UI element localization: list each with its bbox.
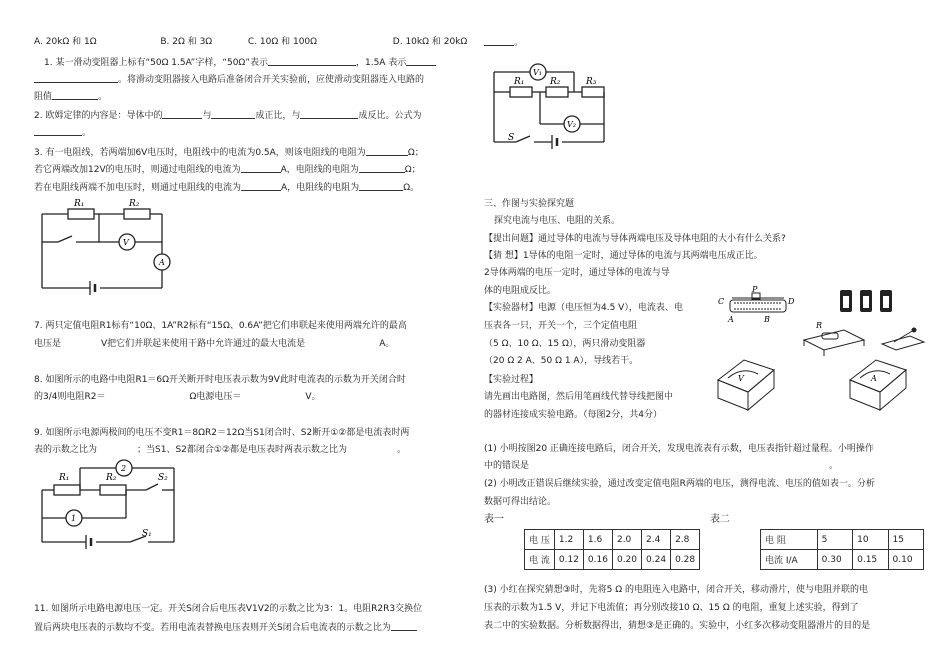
r3-label: R₃ xyxy=(586,77,597,87)
v1-label: V₁ xyxy=(533,68,542,77)
procedure-2: 的器材连接成实验电路。（每图2分，共4分） xyxy=(484,410,662,420)
question-line: 【提出问题】通过导体的电流与导体两端电压及导体电阻的大小有什么关系? xyxy=(484,234,786,244)
circuit-diagram-3 xyxy=(488,56,608,152)
s-label: S xyxy=(508,133,515,143)
materials-2: 压表各一只，开关一个，三个定值电阻 xyxy=(484,321,638,331)
task-intro: 探究电流与电压、电阻的关系。 xyxy=(494,216,621,226)
r1-label: R₁ xyxy=(74,199,85,209)
circuit-diagram-2 xyxy=(34,456,184,552)
q3-line2: 若它两端改加12V的电压时，则通过电阻线的电流为 A，电阻线的电阻为 Ω； xyxy=(34,165,421,175)
table1-label: 表一 xyxy=(484,514,504,525)
table-row: 电流 I/A 0.30 0.15 0.10 xyxy=(761,550,924,570)
q1-line1: 1. 某一滑动变阻器上标有“50Ω 1.5A”字样，“50Ω”表示 ，1.5A 表示 xyxy=(44,56,436,69)
v2-label: V₂ xyxy=(567,120,576,129)
circuit-diagram-1 xyxy=(34,196,184,300)
section-title: 三、作图与实验探究题 xyxy=(484,199,575,209)
data-table-2 xyxy=(760,529,924,570)
procedure-1: 请先画出电路图，然后用笔画线代替导线把图中 xyxy=(484,392,674,402)
apparatus-figure xyxy=(714,284,929,424)
terminal-p: P xyxy=(752,285,758,294)
q1-line3: 阻值 。 xyxy=(34,92,108,102)
q7-line2: 电压是 V把它们并联起来使用干路中允许通过的最大电流是 A。 xyxy=(34,339,395,349)
hypothesis-2b: 体的电阻成反比。 xyxy=(484,286,557,296)
q8-line1: 8. 如图所示的电路中电阻R1＝6Ω开关断开时电压表示数为9V此时电流表的示数为开关闭合时 xyxy=(34,375,406,385)
hypothesis-2: 2导体两端的电压一定时，通过导体的电流与导 xyxy=(484,268,670,278)
option-d: D. 10kΩ 和 20kΩ xyxy=(392,37,468,47)
procedure-title: 【实验过程】 xyxy=(484,375,539,385)
r2-label: R₂ xyxy=(550,77,561,87)
part1-line2: 中的错误是 。 xyxy=(484,461,839,471)
q8-line2: 的3/4则电阻R2＝ Ω电源电压＝ V。 xyxy=(34,392,321,402)
part3-line3: 表二中的实验数据。分析数据得出，猜想③是正确的。实验中，小红多次移动变阻器滑片的目的是 xyxy=(484,621,871,631)
terminal-c: C xyxy=(718,297,725,306)
r2-label: R₂ xyxy=(106,473,117,483)
q-options xyxy=(34,36,467,48)
ammeter-face-label: A xyxy=(871,374,877,383)
meter-2-label: 2 xyxy=(121,464,127,473)
terminal-b: B xyxy=(764,315,770,324)
r1-label: R₁ xyxy=(514,77,525,87)
option-a: A. 20kΩ 和 1Ω xyxy=(34,37,97,47)
q9-line1: 9. 如图所示电源两极间的电压不变R1＝8ΩR2＝12Ω当S1闭合时、S2断开①②都是电流表时两 xyxy=(34,428,410,438)
hypothesis-1: 【猜 想】1导体的电阻一定时，通过导体的电流与其两端电压成正比。 xyxy=(484,251,763,261)
q3-line3: 若在电阻线两端不加电压时，则通过电阻线的电流为 A，电阻线的电阻为 Ω。 xyxy=(34,183,420,193)
part1-line1: (1) 小明按图20 正确连接电路后，闭合开关，发现电流表有示数，电压表指针超过量程。小明操作 xyxy=(484,444,874,454)
materials-4: （20 Ω 2 A、50 Ω 1 A），导线若干。 xyxy=(484,356,639,366)
option-c: C. 10Ω 和 100Ω xyxy=(247,37,318,47)
meter-1-label: 1 xyxy=(71,514,77,523)
s1-label: S₁ xyxy=(142,529,152,539)
table-row: 电 流 0.12 0.16 0.20 0.24 0.28 xyxy=(525,550,700,570)
option-b: B. 2Ω 和 3Ω xyxy=(160,37,213,47)
q11-line1: 11. 如图所示电路电源电压一定。开关S闭合后电压表V1V2的示数之比为3：1。电阻R2R3交换位 xyxy=(34,604,423,614)
materials-3: （5 Ω、10 Ω、15 Ω），两只滑动变阻器 xyxy=(484,339,646,349)
q2-line2: 。 xyxy=(34,126,91,139)
table-row: 电 阻 5 10 15 xyxy=(761,530,924,550)
r1-label: R₁ xyxy=(59,473,70,483)
s2-label: S₂ xyxy=(158,473,168,483)
q2-line1: 2. 欧姆定律的内容是：导体中的 与 成正比，与 成反比。公式为 xyxy=(34,111,422,121)
data-table-1 xyxy=(524,529,700,570)
q1-line2: 。将滑动变阻器接入电路后准备闭合开关实验前，应使滑动变阻器连入电路的 xyxy=(34,73,424,86)
q3-line1: 3. 有一电阻线，若两端加6V电压时，电阻线中的电流为0.5A，则该电阻线的电阻为 Ω； xyxy=(34,148,424,158)
part3-line2: 压表的示数为1.5 V，并记下电流值；再分别改接10 Ω、15 Ω 的电阻，重复上述实验，得到了 xyxy=(484,603,859,613)
terminal-a: A xyxy=(728,315,734,324)
q9-line2: 表的示数之比为 ；当S1、S2都闭合①②都是电压表时两表示数之比为 。 xyxy=(34,445,407,455)
part3-line1: (3) 小红在探究猜想③时，先将5 Ω 的电阻连入电路中，闭合开关，移动滑片，使与电阻并联的电 xyxy=(484,585,869,595)
part2-line1: (2) 小明改正错误后继续实验，通过改变定值电阻R两端的电压，测得电流、电压的值如表一。分析 xyxy=(484,479,875,489)
terminal-d: D xyxy=(788,297,795,306)
voltmeter-label: V xyxy=(123,238,129,247)
ammeter-label: A xyxy=(159,258,165,267)
materials-1: 【实验器材】电源（电压恒为4.5 V），电流表、电 xyxy=(484,303,683,313)
table-row: 电 压 1.2 1.6 2.0 2.4 2.8 xyxy=(525,530,700,550)
q11-line2: 置后两块电压表的示数均不变。若用电流表替换电压表则开关S闭合后电流表的示数之比为 xyxy=(34,621,417,634)
top-blank: 。 xyxy=(484,36,523,49)
r2-label: R₂ xyxy=(129,199,140,209)
table2-label: 表二 xyxy=(710,514,730,525)
voltmeter-face-label: V xyxy=(738,374,744,383)
resistor-r: R xyxy=(816,321,823,330)
part2-line2: 数据可得出结论。 xyxy=(484,497,557,507)
q7-line1: 7. 两只定值电阻R1标有“10Ω、1A”R2标有“15Ω、0.6A”把它们串联起来使用两端允许的最高 xyxy=(34,321,407,331)
